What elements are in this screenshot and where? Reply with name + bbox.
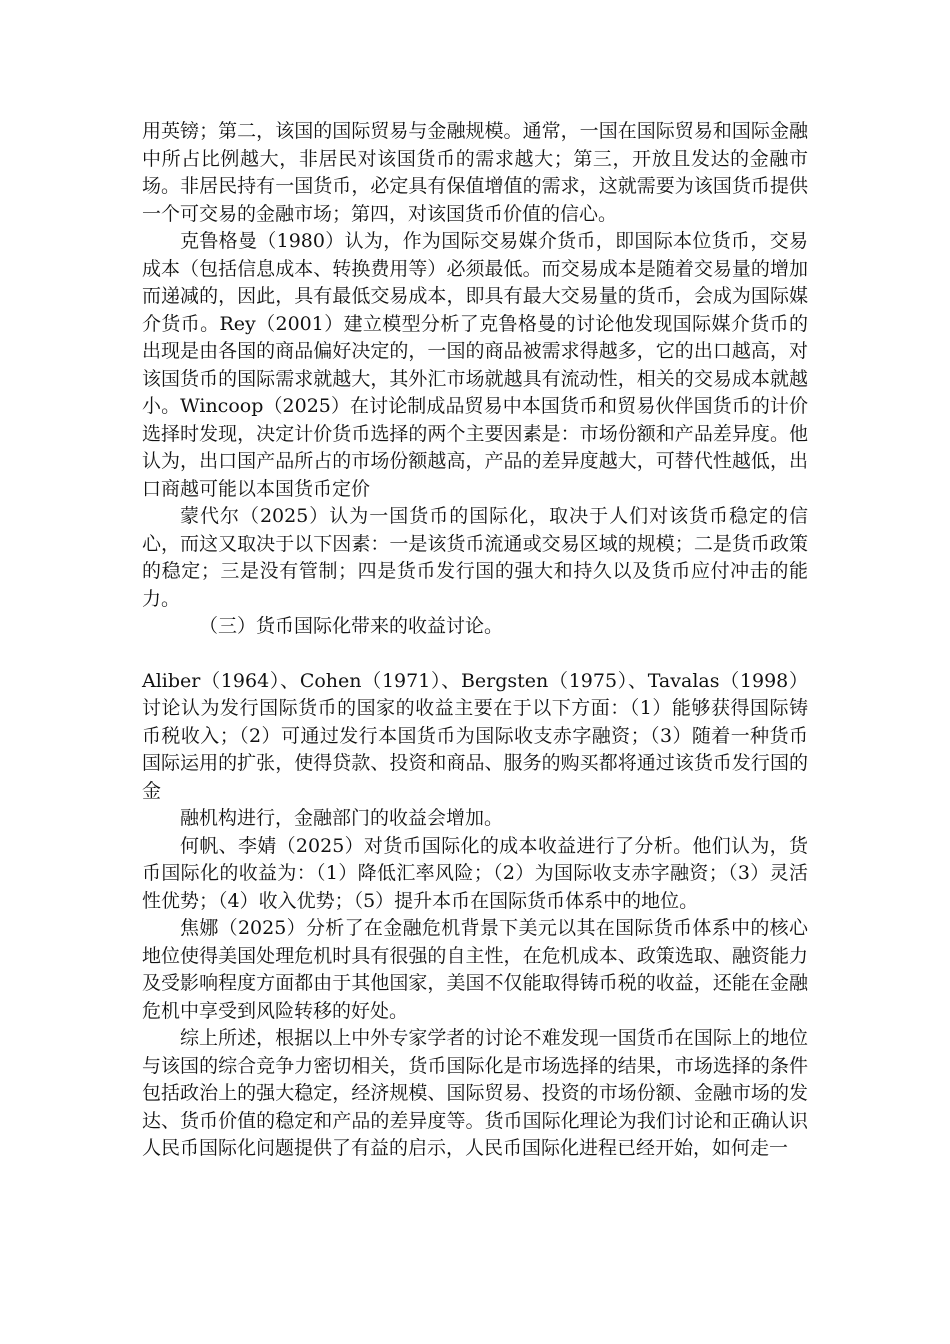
paragraph-mundell: 蒙代尔（2025）认为一国货币的国际化，取决于人们对该货币稳定的信心，而这又取决于以下因素：一是该货币流通或交易区域的规模；二是货币政策的稳定；三是没有管制；四是货币发行国的强大和持久以及货币应付冲击的能力。 [142, 505, 808, 610]
blank-line [142, 641, 808, 668]
section-heading-benefits: （三）货币国际化带来的收益讨论。 [199, 615, 504, 637]
paragraph-continuation: 用英镑；第二，该国的国际贸易与金融规模。通常，一国在国际贸易和国际金融中所占比例越大，非居民对该国货币的需求越大；第三，开放且发达的金融市场。非居民持有一国货币，必定具有保值增值的需求，这就需要为该国货币提供一个可交易的金融市场；第四，对该国货币价值的信心。 [142, 120, 808, 225]
paragraph-krugman: 克鲁格曼（1980）认为，作为国际交易媒介货币，即国际本位货币，交易成本（包括信息成本、转换费用等）必须最低。而交易成本是随着交易量的增加而递减的，因此，具有最低交易成本，即具有最大交易量的货币，会成为国际媒介货币。Rey（2001）建立模型分析了克鲁格曼的讨论他发现国际媒介货币的出现是由各国的商品偏好决定的，一国的商品被需求得越多，它的出口越高，对该国货币的国际需求就越大，其外汇市场就越具有流动性，相关的交易成本就越小。Wincoop（2025）在讨论制成品贸易中本国货币和贸易伙伴国货币的计价选择时发现，决定计价货币选择的两个主要因素是：市场份额和产品差异度。他认为，出口国产品所占的市场份额越高，产品的差异度越大，可替代性越低，出口商越可能以本国货币定价 [142, 230, 808, 500]
paragraph-summary: 综上所述，根据以上中外专家学者的讨论不难发现一国货币在国际上的地位与该国的综合竞争力密切相关，货币国际化是市场选择的结果，市场选择的条件包括政治上的强大稳定，经济规模、国际贸易、投资的市场份额、金融市场的发达、货币价值的稳定和产品的差异度等。货币国际化理论为我们讨论和正确认识人民币国际化问题提供了有益的启示，人民币国际化进程已经开始，如何走一 [142, 1027, 808, 1159]
paragraph-he-li: 何帆、李婧（2025）对货币国际化的成本收益进行了分析。他们认为，货币国际化的收益为：（1）降低汇率风险；（2）为国际收支赤字融资；（3）灵活性优势；（4）收入优势；（5）提升本币在国际货币体系中的地位。 [142, 834, 808, 912]
paragraph-aliber: Aliber（1964）、Cohen（1971）、Bergsten（1975）、Tavalas（1998）讨论认为发行国际货币的国家的收益主要在于以下方面：（1）能够获得国际铸币税收入；（2）可通过发行本国货币为国际收支赤字融资；（3）随着一种货币国际运用的扩张，使得贷款、投资和商品、服务的购买都将通过该货币发行国的金 [142, 669, 808, 802]
document-page [142, 118, 808, 1163]
paragraph-financial-institutions: 融机构进行，金融部门的收益会增加。 [180, 807, 504, 829]
paragraph-jiao-na: 焦娜（2025）分析了在金融危机背景下美元以其在国际货币体系中的核心地位使得美国处理危机时具有很强的自主性，在危机成本、政策选取、融资能力及受影响程度方面都由于其他国家，美国不仅能取得铸币税的收益，还能在金融危机中享受到风险转移的好处。 [142, 917, 808, 1022]
